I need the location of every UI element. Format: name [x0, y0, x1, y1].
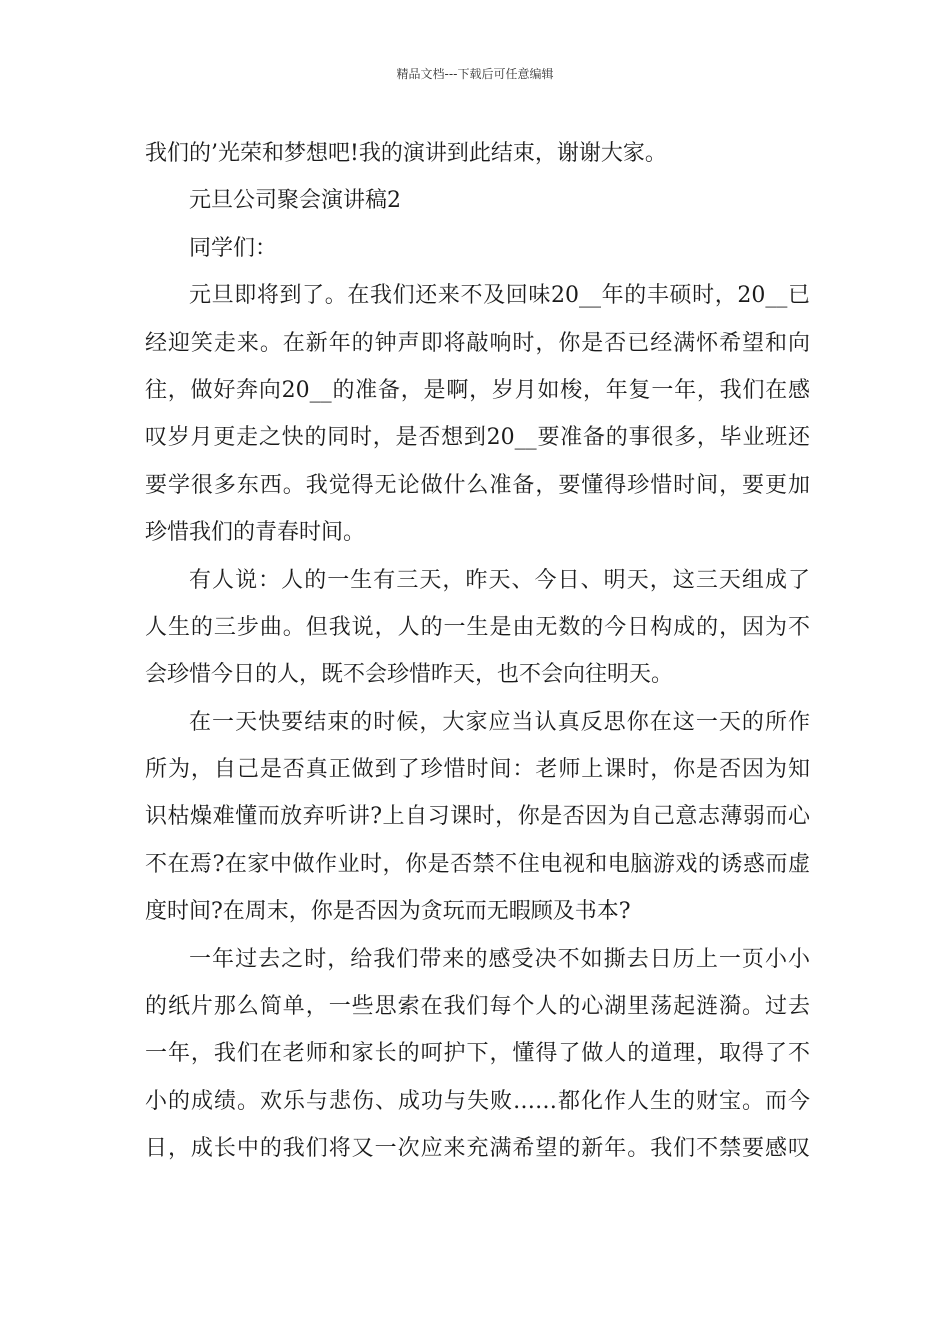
- text-line: 会珍惜今日的人，既不会珍惜昨天，也不会向往明天。: [145, 662, 674, 688]
- text-line: 人生的三步曲。但我说，人的一生是由无数的今日构成的，因为不: [145, 614, 810, 640]
- text-line: 元旦即将到了。在我们还来不及回味20__年的丰硕时，20__已: [189, 283, 810, 309]
- document-body: [145, 130, 810, 1173]
- text-line: 识枯燥难懂而放弃听讲?上自习课时，你是否因为自己意志薄弱而心: [145, 804, 810, 830]
- text-line: 叹岁月更走之快的同时，是否想到20__要准备的事很多，毕业班还: [145, 425, 810, 451]
- text-line: 一年过去之时，给我们带来的感受决不如撕去日历上一页小小: [189, 946, 810, 972]
- text-line: 一年，我们在老师和家长的呵护下，懂得了做人的道理，取得了不: [145, 1041, 810, 1067]
- text-line: 同学们：: [189, 235, 278, 261]
- text-line: 不在焉?在家中做作业时，你是否禁不住电视和电脑游戏的诱惑而虚: [145, 851, 810, 877]
- text-line: 经迎笑走来。在新年的钟声即将敲响时，你是否已经满怀希望和向: [145, 330, 810, 356]
- text-line: 在一天快要结束的时候，大家应当认真反思你在这一天的所作: [189, 709, 810, 735]
- text-line: 日，成长中的我们将又一次应来充满希望的新年。我们不禁要感叹: [145, 1136, 810, 1162]
- text-line: 元旦公司聚会演讲稿2: [189, 188, 401, 214]
- text-line: 往，做好奔向20__的准备，是啊，岁月如梭，年复一年，我们在感: [145, 377, 810, 403]
- text-line: 我们的’光荣和梦想吧!我的演讲到此结束，谢谢大家。: [145, 141, 667, 166]
- text-line: 珍惜我们的青春时间。: [145, 520, 366, 546]
- text-line: 小的成绩。欢乐与悲伤、成功与失败……都化作人生的财宝。而今: [145, 1088, 810, 1114]
- text-line: 有人说：人的一生有三天，昨天、今日、明天，这三天组成了: [189, 567, 810, 593]
- text-line: 要学很多东西。我觉得无论做什么准备，要懂得珍惜时间，要更加: [145, 472, 810, 498]
- text-line: 所为，自己是否真正做到了珍惜时间：老师上课时，你是否因为知: [145, 757, 810, 783]
- page-header: 精品文档---下载后可任意编辑: [396, 67, 554, 81]
- text-line: 度时间?在周末，你是否因为贪玩而无暇顾及书本?: [145, 899, 631, 925]
- text-line: 的纸片那么简单，一些思索在我们每个人的心湖里荡起涟漪。过去: [145, 994, 810, 1020]
